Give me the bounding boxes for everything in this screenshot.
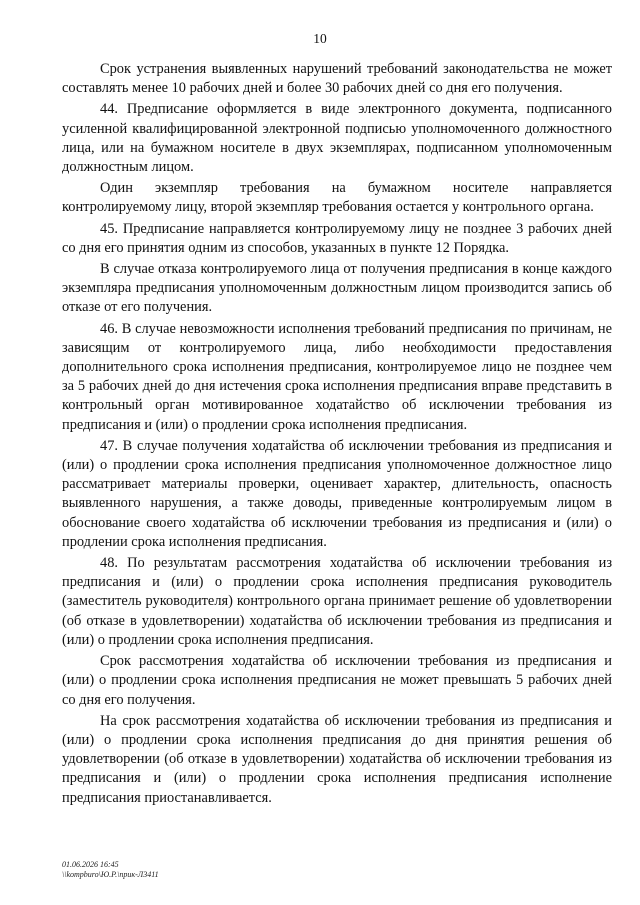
paragraph-48: 48. По результатам рассмотрения ходатайства об исключении требования из предписания и (или) о продлении срока исполнения предписания руководитель (заместитель руководителя) контрольного органа принимает решение об удовлетворении (об отказе в удовлетворении) ходатайства об исключении требования из предписания и (или) о продлении срока исполнения предписания. [62,555,612,648]
paragraph-review-term: Срок рассмотрения ходатайства об исключении требования из предписания и (или) о продлении срока исполнения предписания не может превышать 5 рабочих дней со дня его получения. [62,653,612,708]
paragraph-45: 45. Предписание направляется контролируемому лицу не позднее 3 рабочих дней со дня его принятия одним из способов, указанных в пункте 12 Порядка. [62,220,612,256]
paragraph-46: 46. В случае невозможности исполнения требований предписания по причинам, не зависящим от контролируемого лица, либо необходимости предоставления дополнительного срока исполнения предписания, контролируемое лицо не позднее чем за 5 рабочих дней до дня истечения срока исполнения предписания вправе представить в контрольный орган мотивированное ходатайство об исключении требования из предписания и (или) о продлении срока исполнения предписания. [62,320,612,433]
paragraph-copies: Один экземпляр требования на бумажном носителе направляется контролируемому лицу, второй экземпляр требования остается у контрольного органа. [62,180,612,216]
paragraph-47: 47. В случае получения ходатайства об исключении требования из предписания и (или) о продлении срока исполнения предписания уполномоченное должностное лицо рассматривает материалы проверки, оценивает характер, длительность, опасность выявленного нарушения, а также доводы, приведенные контролируемым лицом в обоснование своего ходатайства об исключении требования из предписания и (или) о продлении срока исполнения предписания. [62,437,612,550]
paragraph-refusal: В случае отказа контролируемого лица от получения предписания в конце каждого экземпляра предписания уполномоченным должностным лицом производится запись об отказе от его получения. [62,261,612,316]
paragraph-suspension: На срок рассмотрения ходатайства об исключении требования из предписания и (или) о продлении срока исполнения предписания до дня принятия решения об удовлетворении (об отказе в удовлетворении) ходатайства об исключении требования из предписания и (или) о продлении срока исполнения предписания исполнение предписания приостанавливается. [62,712,612,806]
footer-date: 01.06.2026 16:45 [62,860,119,869]
page-number: 10 [313,31,327,46]
paragraph-deadline: Срок устранения выявленных нарушений требований законодательства не может составлять менее 10 рабочих дней и более 30 рабочих дней со дня его получения. [62,61,612,97]
document-body [62,60,612,810]
footer-file-path: \\kompburo\Ю.Р.\пpuк-Л3411 [62,870,159,879]
paragraph-44: 44. Предписание оформляется в виде электронного документа, подписанного усиленной квалифицированной электронной подписью уполномоченного должностного лица, или на бумажном носителе в двух экземплярах, подписанном уполномоченным должностным лицом. [62,101,612,176]
document-footer [62,860,159,880]
